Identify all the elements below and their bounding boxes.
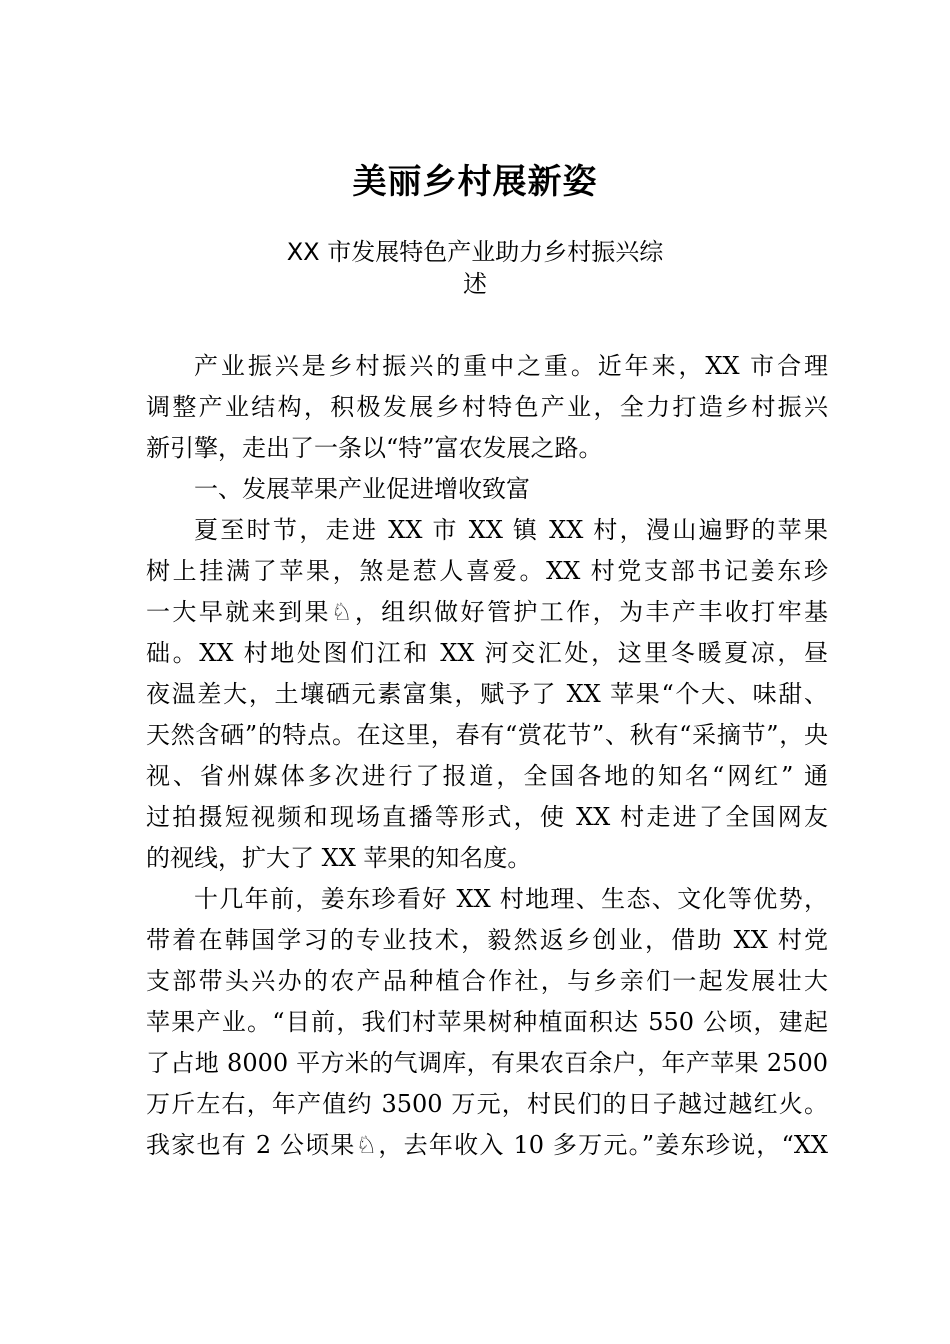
section-heading [146, 469, 828, 510]
paragraph-founder-story [146, 879, 828, 1166]
text-line: 带着在韩国学习的专业技术，毅然返乡创业，借助 XX 村党 [146, 926, 828, 954]
text-line: 天然含硒”的特点。在这里，春有“赏花节”、秋有“采摘节”，央 [146, 721, 828, 749]
document-title: 美丽乡村展新姿 [352, 162, 598, 202]
text-line: 夏至时节，走进 XX 市 XX 镇 XX 村，漫山遍野的苹果 [194, 516, 828, 544]
text-line: 了占地 8000 平方米的气调库，有果农百余户，年产苹果 2500 [146, 1049, 828, 1077]
paragraph-intro [146, 346, 828, 469]
text-line: 一、发展苹果产业促进增收致富 [194, 475, 530, 503]
text-line: 产业振兴是乡村振兴的重中之重。近年来，XX 市合理 [194, 352, 828, 380]
text-line: 十几年前，姜东珍看好 XX 村地理、生态、文化等优势， [194, 885, 828, 913]
text-line: 新引擎，走出了一条以“特”富农发展之路。 [146, 434, 603, 462]
subtitle-line-1: XX 市发展特色产业助力乡村振兴综 [286, 238, 664, 266]
paragraph-apple-village [146, 510, 828, 879]
text-line: 过拍摄短视频和现场直播等形式，使 XX 村走进了全国网友 [146, 803, 828, 831]
document-subtitle [265, 236, 685, 300]
text-line: 苹果产业。“目前，我们村苹果树种植面积达 550 公顷，建起 [146, 1008, 828, 1036]
document-body [146, 346, 828, 1166]
text-line: 树上挂满了苹果，煞是惹人喜爱。XX 村党支部书记姜东珍 [146, 557, 828, 585]
text-line: 视、省州媒体多次进行了报道，全国各地的知名“网红” 通 [146, 762, 828, 790]
text-line: 支部带头兴办的农产品种植合作社，与乡亲们一起发展壮大 [146, 967, 828, 995]
text-line: 万斤左右，年产值约 3500 万元，村民们的日子越过越红火。 [146, 1090, 828, 1118]
text-line: 夜温差大，土壤硒元素富集，赋予了 XX 苹果“个大、味甜、 [146, 680, 828, 708]
subtitle-line-2: 述 [463, 270, 487, 298]
text-line: 我家也有 2 公顷果♘，去年收入 10 多万元。”姜东珍说，“XX [146, 1131, 828, 1159]
text-line: 的视线，扩大了 XX 苹果的知名度。 [146, 844, 532, 872]
text-line: 础。XX 村地处图们江和 XX 河交汇处，这里冬暖夏凉，昼 [146, 639, 828, 667]
text-line: 一大早就来到果♘，组织做好管护工作，为丰产丰收打牢基 [146, 598, 828, 626]
text-line: 调整产业结构，积极发展乡村特色产业，全力打造乡村振兴 [146, 393, 828, 421]
